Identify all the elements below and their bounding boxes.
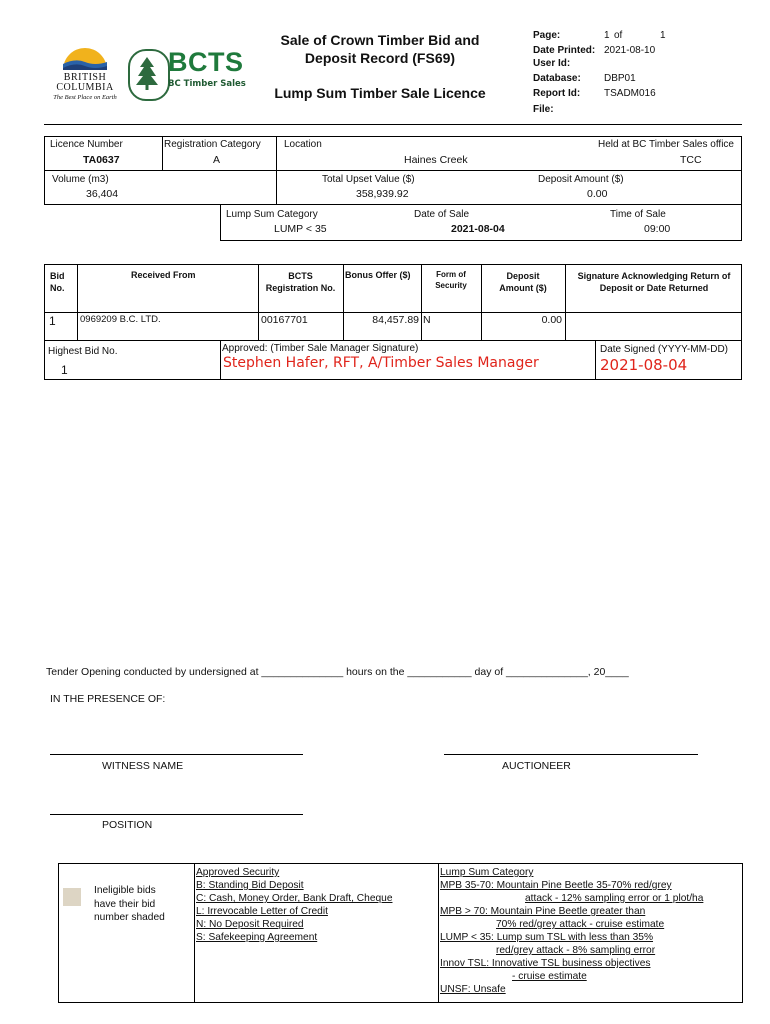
location-label: Location xyxy=(284,139,322,150)
position-label: POSITION xyxy=(102,819,153,831)
col-header-signature-line1: Signature Acknowledging Return of xyxy=(577,271,731,281)
bc-sun-icon xyxy=(50,40,120,72)
deposit-amount: 0.00 xyxy=(587,188,608,200)
grid-line xyxy=(741,340,742,380)
approved-signature: Stephen Hafer, RFT, A/Timber Sales Manager xyxy=(223,355,539,371)
col-header-bid-no-line2: No. xyxy=(50,283,65,293)
ineligible-text-line1: Ineligible bids xyxy=(94,885,156,896)
file-label: File: xyxy=(533,104,554,115)
time-of-sale: 09:00 xyxy=(644,223,671,235)
report-id-label: Report Id: xyxy=(533,88,581,99)
row-bid-no: 1 xyxy=(49,314,56,328)
report-title-line2: Deposit Record (FS69) xyxy=(304,50,456,66)
security-legend-line: B: Standing Bid Deposit xyxy=(196,880,304,891)
category-legend-line: - cruise estimate xyxy=(512,971,587,982)
licence-number: TA0637 xyxy=(83,154,120,166)
security-legend-line: Approved Security xyxy=(196,867,280,878)
database-value: DBP01 xyxy=(604,73,636,84)
category-legend-line: Lump Sum Category xyxy=(440,867,534,878)
row-received-from: 0969209 B.C. LTD. xyxy=(80,314,161,325)
held-at-label: Held at BC Timber Sales office xyxy=(598,139,734,150)
report-id-value: TSADM016 xyxy=(604,88,656,99)
row-bcts-reg: 00167701 xyxy=(261,314,308,326)
category-legend-line: MPB 35-70: Mountain Pine Beetle 35-70% red/grey xyxy=(440,880,672,891)
date-signed: 2021-08-04 xyxy=(600,356,688,374)
page-label: Page: xyxy=(533,30,561,41)
grid-line xyxy=(220,204,221,240)
upset-value: 358,939.92 xyxy=(356,188,409,200)
lump-category: LUMP < 35 xyxy=(274,223,327,235)
lump-category-label: Lump Sum Category xyxy=(226,209,318,220)
header-divider xyxy=(44,124,742,125)
user-id-label: User Id: xyxy=(533,58,571,69)
database-label: Database: xyxy=(533,73,581,84)
grid-line xyxy=(44,312,742,313)
category-legend-line: UNSF: Unsafe xyxy=(440,984,506,995)
security-legend-line: L: Irrevocable Letter of Credit xyxy=(196,906,328,917)
col-header-bid-no-line1: Bid xyxy=(50,271,65,281)
bcts-logo-text: BCTS xyxy=(168,47,244,77)
col-header-form-security-line2: Security xyxy=(435,281,467,290)
held-at: TCC xyxy=(680,154,702,166)
report-subtitle: Lump Sum Timber Sale Licence xyxy=(274,85,486,101)
auctioneer-label: AUCTIONEER xyxy=(502,760,571,772)
ineligible-shade-swatch xyxy=(63,888,81,906)
volume: 36,404 xyxy=(86,188,119,200)
col-header-bcts-reg xyxy=(258,270,343,294)
witness-signature-line[interactable] xyxy=(50,754,303,755)
tender-sentence: Tender Opening conducted by undersigned at ______________ hours on the ___________ day of ______________, 20____ xyxy=(46,666,629,678)
licence-number-label: Licence Number xyxy=(50,139,123,150)
volume-label: Volume (m3) xyxy=(52,174,109,185)
bcts-logo-subtext: BC Timber Sales xyxy=(168,79,246,89)
grid-line xyxy=(44,340,742,341)
grid-line xyxy=(595,340,596,380)
date-of-sale: 2021-08-04 xyxy=(451,223,505,235)
row-bonus-offer: 84,457.89 xyxy=(372,314,419,326)
grid-line xyxy=(44,170,742,171)
grid-line xyxy=(343,264,344,340)
col-header-bonus-offer: Bonus Offer ($) xyxy=(345,270,411,280)
grid-line xyxy=(44,136,45,204)
row-deposit-amount: 0.00 xyxy=(541,314,562,326)
upset-value-label: Total Upset Value ($) xyxy=(322,174,415,185)
grid-line xyxy=(220,240,742,241)
category-legend-line: LUMP < 35: Lump sum TSL with less than 35% xyxy=(440,932,654,943)
grid-line xyxy=(44,264,742,265)
col-header-signature xyxy=(566,270,742,294)
approved-label: Approved: (Timber Sale Manager Signature) xyxy=(222,343,419,354)
deposit-amount-label: Deposit Amount ($) xyxy=(538,174,624,185)
highest-bid: 1 xyxy=(61,363,68,377)
grid-line xyxy=(741,136,742,240)
grid-line xyxy=(44,204,742,205)
col-header-bcts-reg-line1: BCTS xyxy=(288,271,313,281)
ineligible-text-line3: number shaded xyxy=(94,912,165,923)
category-legend-line: MPB > 70: Mountain Pine Beetle greater than xyxy=(440,906,646,917)
bc-logo xyxy=(50,40,120,102)
report-title-line1: Sale of Crown Timber Bid and xyxy=(280,32,480,48)
date-printed-value: 2021-08-10 xyxy=(604,45,656,56)
grid-line xyxy=(44,136,742,137)
col-header-bid-no xyxy=(50,270,65,294)
bc-logo-line1: BRITISH xyxy=(63,72,107,83)
date-printed-label: Date Printed: xyxy=(533,45,596,56)
legend-divider xyxy=(194,864,195,1002)
grid-line xyxy=(44,264,45,340)
grid-line xyxy=(77,264,78,340)
page-of-label: of xyxy=(614,30,623,41)
category-legend-line: Innov TSL: Innovative TSL business objectives xyxy=(440,958,651,969)
page-value: 1 xyxy=(604,30,610,41)
grid-line xyxy=(44,340,45,380)
bc-logo-tagline: The Best Place on Earth xyxy=(53,94,117,101)
auctioneer-signature-line[interactable] xyxy=(444,754,698,755)
col-header-signature-line2: Deposit or Date Returned xyxy=(599,283,709,293)
grid-line xyxy=(276,136,277,204)
category-legend-line: 70% red/grey attack - cruise estimate xyxy=(496,919,665,930)
location: Haines Creek xyxy=(404,154,468,166)
security-legend-line: S: Safekeeping Agreement xyxy=(196,932,318,943)
page-of-value: 1 xyxy=(660,30,666,41)
grid-line xyxy=(220,340,221,380)
col-header-bcts-reg-line2: Registration No. xyxy=(265,283,336,293)
col-header-received-from: Received From xyxy=(131,270,196,280)
legend-divider xyxy=(438,864,439,1002)
col-header-deposit-amount-line2: Amount ($) xyxy=(499,283,547,293)
ineligible-text-line2: have their bid xyxy=(94,898,156,910)
col-header-deposit-amount xyxy=(481,270,565,294)
row-form-security: N xyxy=(423,314,431,326)
registration-category-label: Registration Category xyxy=(164,139,261,150)
security-legend-line: N: No Deposit Required xyxy=(196,919,304,930)
category-legend-line: attack - 12% sampling error or 1 plot/ha xyxy=(525,893,704,904)
highest-bid-label: Highest Bid No. xyxy=(48,346,118,357)
col-header-form-security-line1: Form of xyxy=(436,270,466,279)
ineligible-text xyxy=(94,884,165,925)
witness-name-label: WITNESS NAME xyxy=(102,760,184,772)
category-legend-line: red/grey attack - 8% sampling error xyxy=(496,945,656,956)
position-signature-line[interactable] xyxy=(50,814,303,815)
presence-label: IN THE PRESENCE OF: xyxy=(50,693,166,705)
security-legend-line: C: Cash, Money Order, Bank Draft, Cheque xyxy=(196,893,393,904)
forest-service-emblem-icon xyxy=(128,49,170,101)
grid-line xyxy=(162,136,163,170)
col-header-form-security xyxy=(421,269,481,291)
registration-category: A xyxy=(213,154,221,166)
date-of-sale-label: Date of Sale xyxy=(414,209,470,220)
bcts-logo xyxy=(128,45,248,101)
time-of-sale-label: Time of Sale xyxy=(610,209,666,220)
bc-logo-line2: COLUMBIA xyxy=(56,82,114,93)
date-signed-label: Date Signed (YYYY-MM-DD) xyxy=(600,344,729,355)
col-header-deposit-amount-line1: Deposit xyxy=(506,271,540,281)
grid-line xyxy=(44,379,742,380)
